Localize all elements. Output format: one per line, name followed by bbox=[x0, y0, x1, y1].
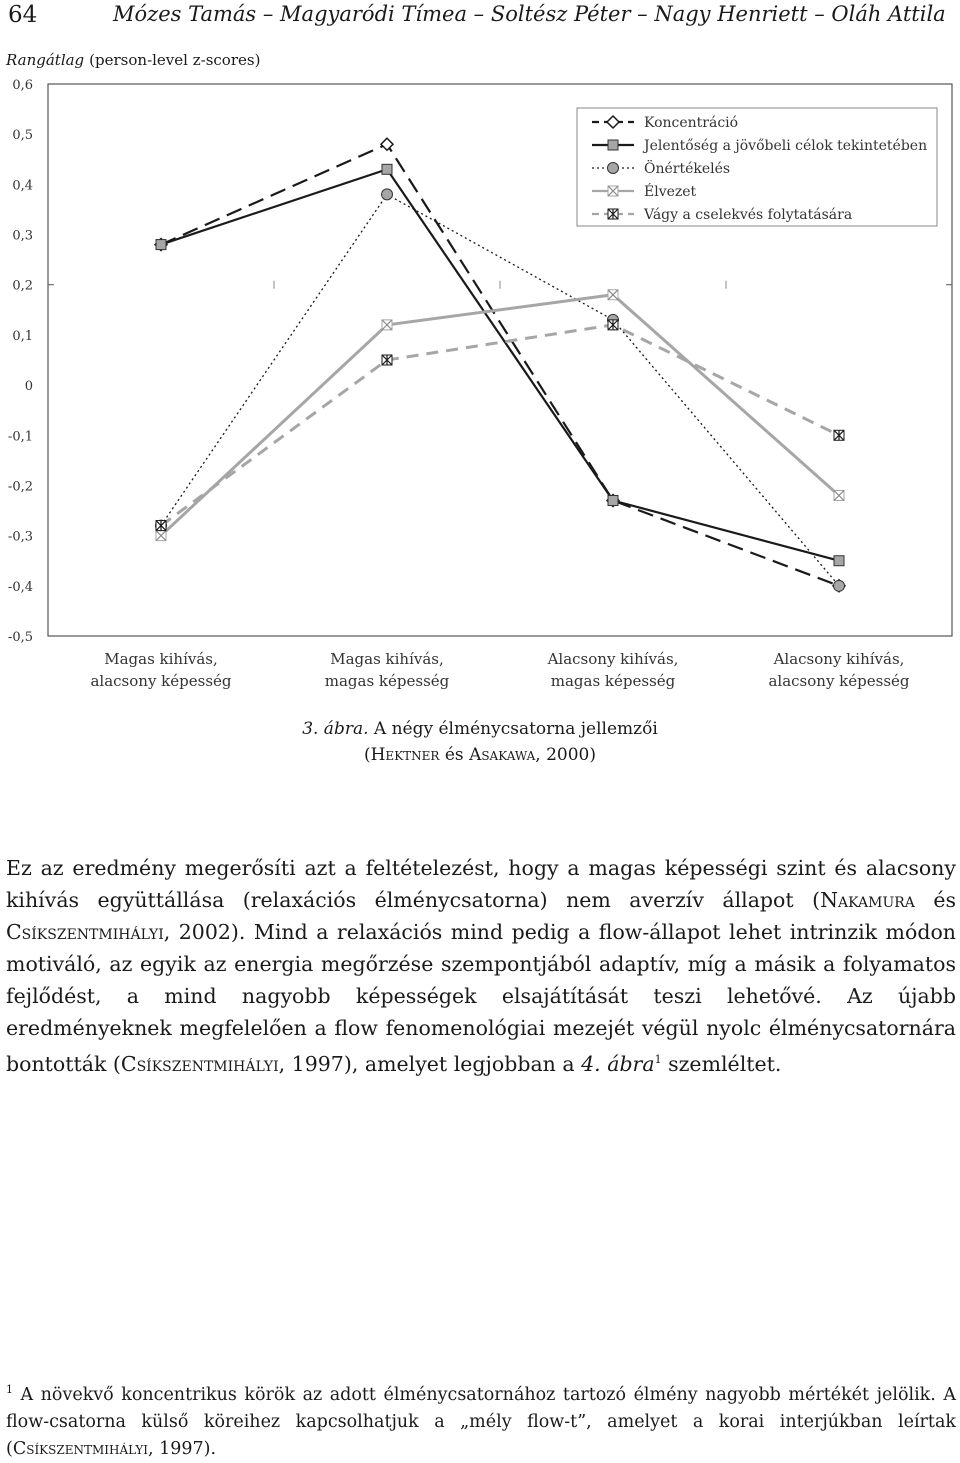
y-tick-label: 0,3 bbox=[12, 228, 33, 244]
zero-line-ticks bbox=[48, 281, 952, 289]
footnote-number: 1 bbox=[6, 1383, 13, 1396]
source-author-2: Asakawa bbox=[469, 745, 536, 765]
y-tick-label: -0,4 bbox=[7, 579, 33, 595]
y-axis-label bbox=[5, 51, 260, 69]
data-point bbox=[382, 320, 392, 330]
category-label: alacsony képesség bbox=[768, 672, 910, 690]
legend-marker bbox=[608, 140, 618, 150]
data-point bbox=[834, 580, 845, 591]
y-axis-label-rest: (person-level z-scores) bbox=[89, 51, 261, 69]
category-label: Alacsony kihívás, bbox=[773, 650, 905, 668]
data-point bbox=[834, 556, 844, 566]
legend-label: Élvezet bbox=[644, 184, 697, 200]
data-point bbox=[608, 496, 618, 506]
legend-marker bbox=[608, 186, 618, 196]
footnote: $^1$ A növekvő koncentrikus körök az adott élménycsatornához tartozó élmény nagyobb mértékét jelölik. A flow-csatorna külső köreihez kapcsolhatjuk a „mély flow-t”, amelyet a korai interjúkban leírtak (Csíkszentmihályi, 1997). bbox=[6, 1383, 956, 1459]
data-point bbox=[156, 521, 166, 531]
y-tick-label: -0,3 bbox=[7, 529, 33, 545]
series-line bbox=[161, 325, 839, 526]
category-label: magas képesség bbox=[550, 672, 676, 690]
page-number: 64 bbox=[8, 2, 38, 28]
legend-label: Koncentráció bbox=[644, 115, 739, 131]
caption-source: (Hektner és Asakawa, 2000) bbox=[363, 745, 597, 765]
data-point bbox=[382, 189, 393, 200]
data-point bbox=[156, 531, 166, 541]
data-point bbox=[381, 138, 393, 150]
square-marker bbox=[608, 496, 618, 506]
legend-label: Vágy a cselekvés folytatására bbox=[644, 207, 853, 223]
diamond-marker bbox=[381, 138, 393, 150]
figure-label: 3. ábra. bbox=[302, 719, 369, 739]
y-tick-label: -0,1 bbox=[7, 429, 33, 445]
series-line bbox=[161, 194, 839, 585]
y-tick-label: 0,4 bbox=[12, 178, 33, 194]
circle-marker bbox=[608, 163, 619, 174]
category-label: Magas kihívás, bbox=[104, 650, 218, 668]
square-marker bbox=[608, 140, 618, 150]
square-marker bbox=[382, 164, 392, 174]
series-5 bbox=[156, 320, 844, 531]
data-point bbox=[608, 320, 618, 330]
figure-caption bbox=[0, 716, 960, 768]
category-label: Alacsony kihívás, bbox=[547, 650, 679, 668]
square-marker bbox=[834, 556, 844, 566]
series-line bbox=[161, 169, 839, 560]
y-tick-label: -0,2 bbox=[7, 479, 33, 495]
body-paragraph: Ez az eredmény megerősíti azt a feltételezést, hogy a magas képességi szint és alacsony kihívás együttállása (relaxációs élménycsatorna) nem averzív állapot (Nakamura és Csíkszentmihályi, 2002). Mind a relaxációs mind pedig a flow-állapot lehet intrinzik módon motiváló, az egyik az energia megőrzése szempontjából adaptív, míg a másik a folyamatos fejlődést, a mind nagyobb képességek elsajátítását teszi lehetővé. Az újabb eredményeknek megfelelően a flow fenomenológiai mezejét végül nyolc élménycsatornára bontották (Csíkszentmihályi, 1997), amelyet legjobban a 4. ábra$^1$ szemléltet. bbox=[6, 856, 957, 1076]
figure-reference: 4. ábra bbox=[581, 1051, 655, 1076]
legend-label: Jelentőség a jövőbeli célok tekintetében bbox=[644, 138, 928, 154]
y-tick-label: -0,5 bbox=[7, 630, 33, 645]
series-line bbox=[161, 295, 839, 536]
legend-label: Önértékelés bbox=[644, 161, 731, 177]
data-point bbox=[608, 290, 618, 300]
legend bbox=[577, 108, 937, 226]
data-point bbox=[382, 164, 392, 174]
y-tick-label: 0,1 bbox=[12, 328, 33, 344]
legend-marker bbox=[608, 163, 619, 174]
series-3 bbox=[156, 189, 845, 591]
data-point bbox=[834, 430, 844, 440]
figure-title: A négy élménycsatorna jellemzői bbox=[373, 719, 658, 739]
category-label: Magas kihívás, bbox=[330, 650, 444, 668]
source-author-1: Hektner bbox=[370, 745, 440, 765]
y-tick-labels bbox=[8, 78, 33, 645]
circle-marker bbox=[834, 580, 845, 591]
square-marker bbox=[156, 240, 166, 250]
data-point bbox=[834, 490, 844, 500]
data-point bbox=[156, 240, 166, 250]
y-axis-label-italic: Rangátlag bbox=[6, 51, 85, 69]
footnote-marker: 1 bbox=[654, 1053, 662, 1066]
caption-line-1 bbox=[0, 716, 960, 742]
data-point bbox=[382, 355, 392, 365]
y-tick-label: 0,5 bbox=[12, 128, 33, 144]
category-label: magas képesség bbox=[324, 672, 450, 690]
category-label: alacsony képesség bbox=[90, 672, 232, 690]
legend-marker bbox=[608, 209, 618, 219]
y-tick-label: 0,2 bbox=[12, 278, 33, 294]
category-labels bbox=[90, 650, 909, 690]
y-tick-label: 0,6 bbox=[12, 78, 33, 93]
circle-marker bbox=[382, 189, 393, 200]
y-tick-label: 0 bbox=[24, 379, 33, 395]
page-header bbox=[8, 0, 952, 34]
running-authors: Mózes Tamás – Magyaródi Tímea – Soltész Péter – Nagy Henriett – Oláh Attila bbox=[113, 2, 946, 26]
line-chart bbox=[0, 44, 960, 704]
series-4 bbox=[156, 290, 844, 541]
